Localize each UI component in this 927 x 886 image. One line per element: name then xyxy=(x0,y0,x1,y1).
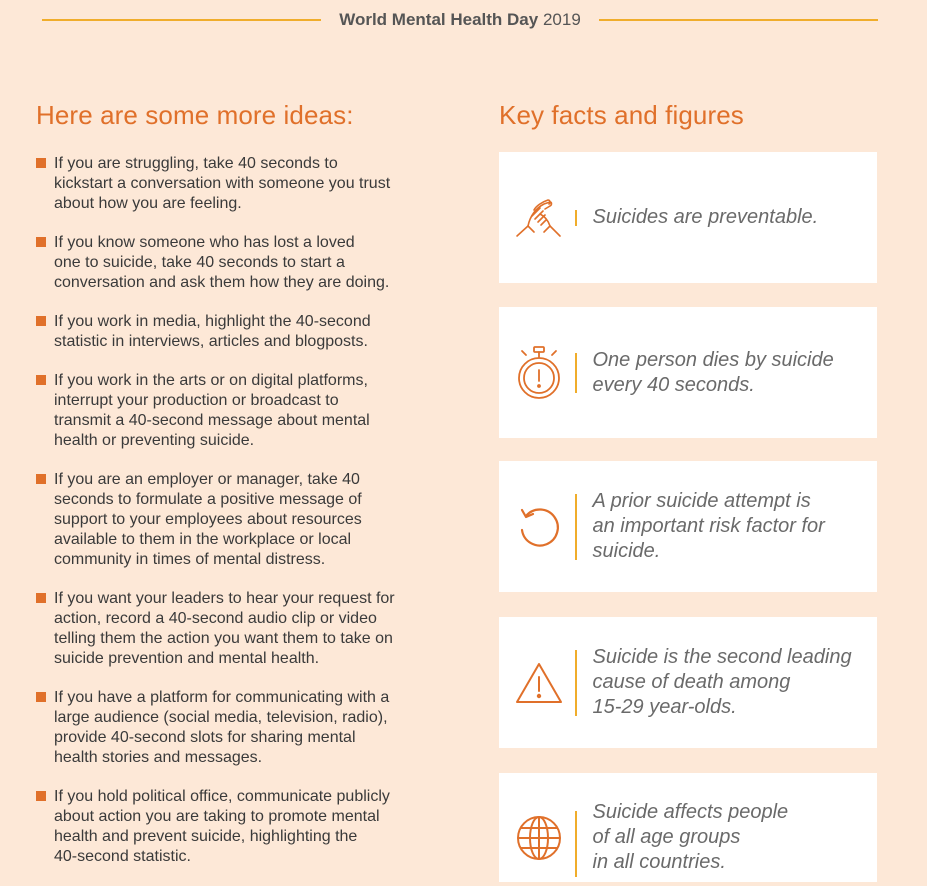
idea-text-line: about action you are taking to promote mental xyxy=(54,808,380,825)
square-bullet-icon xyxy=(36,692,46,702)
fact-line: Suicides are preventable. xyxy=(592,206,819,228)
fact-line: cause of death among xyxy=(592,671,791,693)
fact-line: suicide. xyxy=(592,540,661,562)
idea-list-item xyxy=(36,787,446,867)
idea-text-line: action, record a 40-second audio clip or video xyxy=(54,610,377,627)
square-bullet-icon xyxy=(36,593,46,603)
square-bullet-icon xyxy=(36,237,46,247)
ideas-heading: Here are some more ideas: xyxy=(36,100,354,130)
idea-text-line: If you hold political office, communicate publicly xyxy=(54,788,390,805)
fact-line: an important risk factor for xyxy=(592,515,825,537)
header-rule-left xyxy=(42,19,321,21)
fact-separator xyxy=(575,210,577,226)
idea-text-line: statistic in interviews, articles and blogposts. xyxy=(54,333,368,350)
idea-text-line: If you are struggling, take 40 seconds to xyxy=(54,155,338,172)
idea-text-line: suicide prevention and mental health. xyxy=(54,650,320,667)
idea-text-line: If you know someone who has lost a loved xyxy=(54,234,355,251)
fact-separator xyxy=(575,353,577,393)
idea-list-item xyxy=(36,688,446,768)
header-title-year: 2019 xyxy=(542,10,581,29)
idea-text-line: telling them the action you want them to take on xyxy=(54,630,393,647)
idea-list-item xyxy=(36,154,446,214)
fact-card-all-ages xyxy=(499,773,877,882)
idea-list-item xyxy=(36,470,446,570)
fact-text xyxy=(593,489,825,564)
globe-icon xyxy=(503,814,575,862)
idea-text-line: transmit a 40-second message about mental xyxy=(54,412,370,429)
square-bullet-icon xyxy=(36,316,46,326)
warning-triangle-icon xyxy=(503,661,575,705)
fact-separator xyxy=(575,494,577,560)
idea-text-line: health and prevent suicide, highlighting the xyxy=(54,828,358,845)
fact-card-second-leading-cause xyxy=(499,617,877,748)
idea-text-line: If you work in the arts or on digital platforms, xyxy=(54,372,368,389)
fact-card-every-40-seconds xyxy=(499,307,877,438)
facts-column xyxy=(499,100,877,131)
idea-text-line: large audience (social media, television, radio), xyxy=(54,709,388,726)
fact-line: of all age groups xyxy=(592,826,741,848)
idea-text-line: If you have a platform for communicating with a xyxy=(54,689,390,706)
fact-line: every 40 seconds. xyxy=(592,373,755,396)
fact-text xyxy=(593,348,834,398)
fact-text xyxy=(593,205,819,230)
square-bullet-icon xyxy=(36,375,46,385)
idea-text-line: available to them in the workplace or local xyxy=(54,531,352,548)
idea-list-item xyxy=(36,371,446,451)
fact-separator xyxy=(575,650,577,716)
fact-text xyxy=(593,645,852,720)
idea-text-line: health stories and messages. xyxy=(54,749,263,766)
idea-list-item xyxy=(36,233,446,293)
fact-card-preventable xyxy=(499,152,877,283)
fact-line: Suicide is the second leading xyxy=(592,646,852,668)
fact-text xyxy=(593,800,789,875)
header-title-bold: World Mental Health Day xyxy=(339,10,539,29)
idea-text-line: If you are an employer or manager, take 40 xyxy=(54,471,360,488)
idea-text-line: conversation and ask them how they are doing. xyxy=(54,274,390,291)
square-bullet-icon xyxy=(36,158,46,168)
idea-text-line: about how you are feeling. xyxy=(54,195,242,212)
fact-separator xyxy=(575,811,577,877)
idea-text-line: interrupt your production or broadcast to xyxy=(54,392,339,409)
fact-card-prior-attempt xyxy=(499,461,877,592)
idea-text-line: If you want your leaders to hear your request for xyxy=(54,590,395,607)
idea-text-line: health or preventing suicide. xyxy=(54,432,255,449)
facts-heading: Key facts and figures xyxy=(499,100,744,130)
fact-line: 15-29 year-olds. xyxy=(592,696,737,718)
idea-text-line: community in times of mental distress. xyxy=(54,551,326,568)
idea-text-line: support to your employees about resources xyxy=(54,511,362,528)
ideas-column xyxy=(36,100,446,886)
header-rule-right xyxy=(599,19,878,21)
idea-text-line: seconds to formulate a positive message of xyxy=(54,491,362,508)
idea-text-line: kickstart a conversation with someone you trust xyxy=(54,175,391,192)
idea-text-line: 40-second statistic. xyxy=(54,848,191,865)
retry-arrow-icon xyxy=(503,502,575,552)
header-title xyxy=(321,10,599,30)
fact-line: in all countries. xyxy=(592,851,726,873)
page-header xyxy=(42,8,878,32)
square-bullet-icon xyxy=(36,791,46,801)
idea-text-line: If you work in media, highlight the 40-second xyxy=(54,313,371,330)
fact-line: One person dies by suicide xyxy=(592,348,834,371)
square-bullet-icon xyxy=(36,474,46,484)
idea-text-line: one to suicide, take 40 seconds to start a xyxy=(54,254,345,271)
idea-list-item xyxy=(36,312,446,352)
ideas-list xyxy=(36,154,446,867)
idea-text-line: provide 40-second slots for sharing mental xyxy=(54,729,356,746)
fact-line: A prior suicide attempt is xyxy=(592,490,811,512)
handshake-icon xyxy=(503,196,575,240)
fact-line: Suicide affects people xyxy=(592,801,789,823)
stopwatch-icon xyxy=(503,345,575,401)
idea-list-item xyxy=(36,589,446,669)
